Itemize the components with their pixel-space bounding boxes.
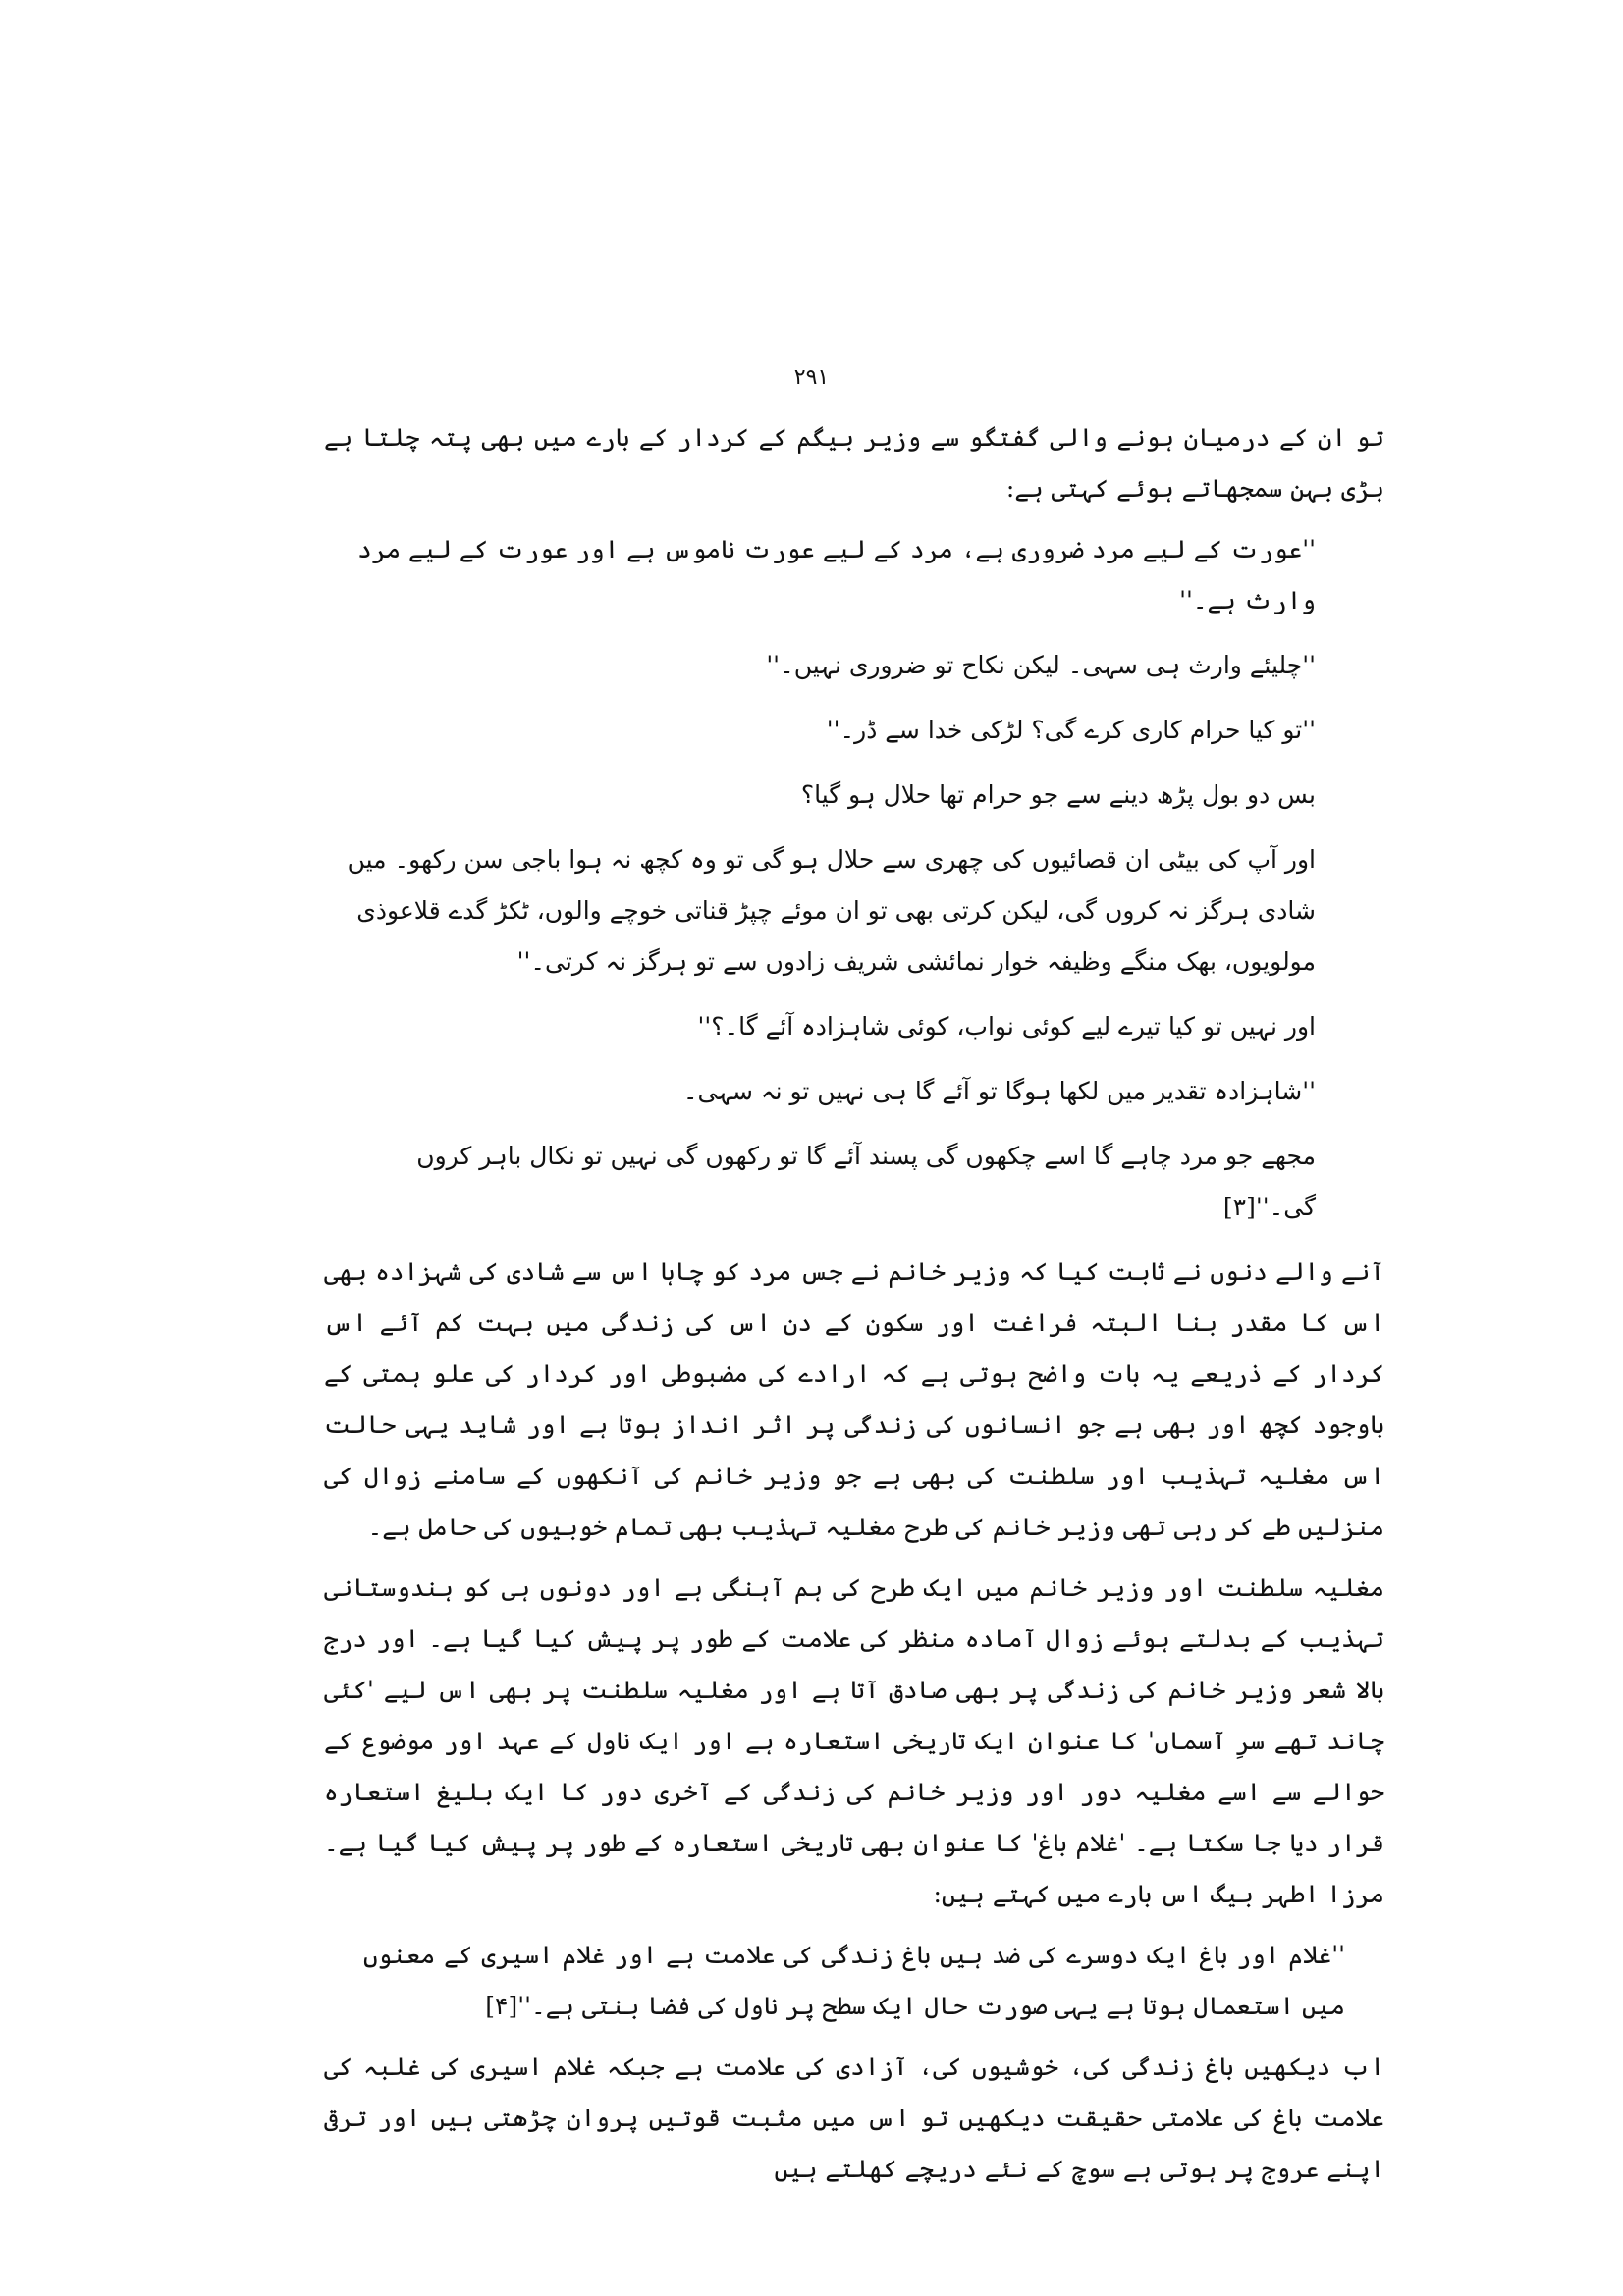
dialogue-block — [324, 524, 1316, 1233]
intro-paragraph: تو ان کے درمیان ہونے والی گفتگو سے وزیر بیگم کے کردار کے بارے میں بھی پتہ چلتا ہے بڑی بہن سمجھاتے ہوئے کہتی ہے: — [324, 423, 1384, 503]
page-number: ۲۹۱ — [793, 365, 830, 390]
dialogue-line: اور آپ کی بیٹی ان قصائیوں کی چھری سے حلال ہو گی تو وہ کچھ نہ ہوا باجی سن رکھو۔ میں شادی ہرگز نہ کروں گی، لیکن کرتی بھی تو ان موئے چپڑ قناتی خوچے والوں، ٹکڑ گدے قلاعوذی مولویوں، بھک منگے وظیفہ خوار نمائشی شریف زادوں سے تو ہرگز نہ کرتی۔'' — [347, 845, 1316, 976]
block-quote: ''غلام اور باغ ایک دوسرے کی ضد ہیں باغ زندگی کی علامت ہے اور غلام اسیری کے معنوں میں استعمال ہوتا ہے یہی صورت حال ایک سطح پر ناول کی فضا بنتی ہے۔''[۴] — [363, 1941, 1345, 2020]
dialogue-line: اور نہیں تو کیا تیرے لیے کوئی نواب، کوئی شاہزادہ آئے گا۔؟'' — [697, 1012, 1316, 1041]
body-paragraph: اب دیکھیں باغ زندگی کی، خوشیوں کی، آزادی کی علامت ہے جبکہ غلام اسیری کی غلبہ کی علامت باغ کی علامتی حقیقت دیکھیں تو اس میں مثبت قوتیں پروان چڑھتی ہیں اور ترقی اپنے عروج پر ہوتی ہے سوچ کے نئے دریچے کھلتے ہیں — [324, 2053, 1384, 2183]
dialogue-line: ''چلیئے وارث ہی سہی۔ لیکن نکاح تو ضروری نہیں۔'' — [766, 651, 1316, 679]
body-paragraph: آنے والے دنوں نے ثابت کیا کہ وزیر خانم نے جس مرد کو چاہا اس سے شادی کی شہزادہ بھی اس کا مقدر بنا البتہ فراغت اور سکون کے دن اس کی زندگی میں بہت کم آئے اس کردار کے ذریعے یہ بات واضح ہوتی ہے کہ ارادے کی مضبوطی اور کردار کی علو ہمتی کے باوجود کچھ اور بھی ہے جو انسانوں کی زندگی پر اثر انداز ہوتا ہے اور شاید یہی حالت اس مغلیہ تہذیب اور سلطنت کی بھی ہے جو وزیر خانم کی آنکھوں کے سامنے زوال کی منزلیں طے کر رہی تھی وزیر خانم کی طرح مغلیہ تہذیب بھی تمام خوبیوں کی حامل ہے۔ — [324, 1257, 1384, 1541]
dialogue-line: مجھے جو مرد چاہے گا اسے چکھوں گی پسند آئے گا تو رکھوں گی نہیں تو نکال باہر کروں گی۔''[۳] — [416, 1142, 1316, 1221]
body-paragraph: مغلیہ سلطنت اور وزیر خانم میں ایک طرح کی ہم آہنگی ہے اور دونوں ہی کو ہندوستانی تہذیب کے بدلتے ہوئے زوال آمادہ منظر کی علامت کے طور پر پیش کیا گیا ہے۔ اور درج بالا شعر وزیر خانم کی زندگی پر بھی صادق آتا ہے اور مغلیہ سلطنت پر بھی اس لیے 'کئی چاند تھے سرِ آسماں' کا عنوان ایک تاریخی استعارہ ہے اور ایک ناول کے عہد اور موضوع کے حوالے سے اسے مغلیہ دور اور وزیر خانم کی زندگی کے آخری دور کا ایک بلیغ استعارہ قرار دیا جا سکتا ہے۔ 'غلام باغ' کا عنوان بھی تاریخی استعارہ کے طور پر پیش کیا گیا ہے۔ مرزا اطہر بیگ اس بارے میں کہتے ہیں: — [324, 1574, 1384, 1908]
dialogue-line: بس دو بول پڑھ دینے سے جو حرام تھا حلال ہو گیا؟ — [800, 780, 1316, 809]
dialogue-line: ''عورت کے لیے مرد ضروری ہے، مرد کے لیے عورت ناموس ہے اور عورت کے لیے مرد وارث ہے۔'' — [357, 535, 1316, 614]
dialogue-line: ''شاہزادہ تقدیر میں لکھا ہوگا تو آئے گا ہی نہیں تو نہ سہی۔ — [682, 1077, 1316, 1105]
dialogue-line: ''تو کیا حرام کاری کرے گی؟ لڑکی خدا سے ڈر۔'' — [826, 716, 1316, 744]
page-body — [324, 412, 1384, 2205]
